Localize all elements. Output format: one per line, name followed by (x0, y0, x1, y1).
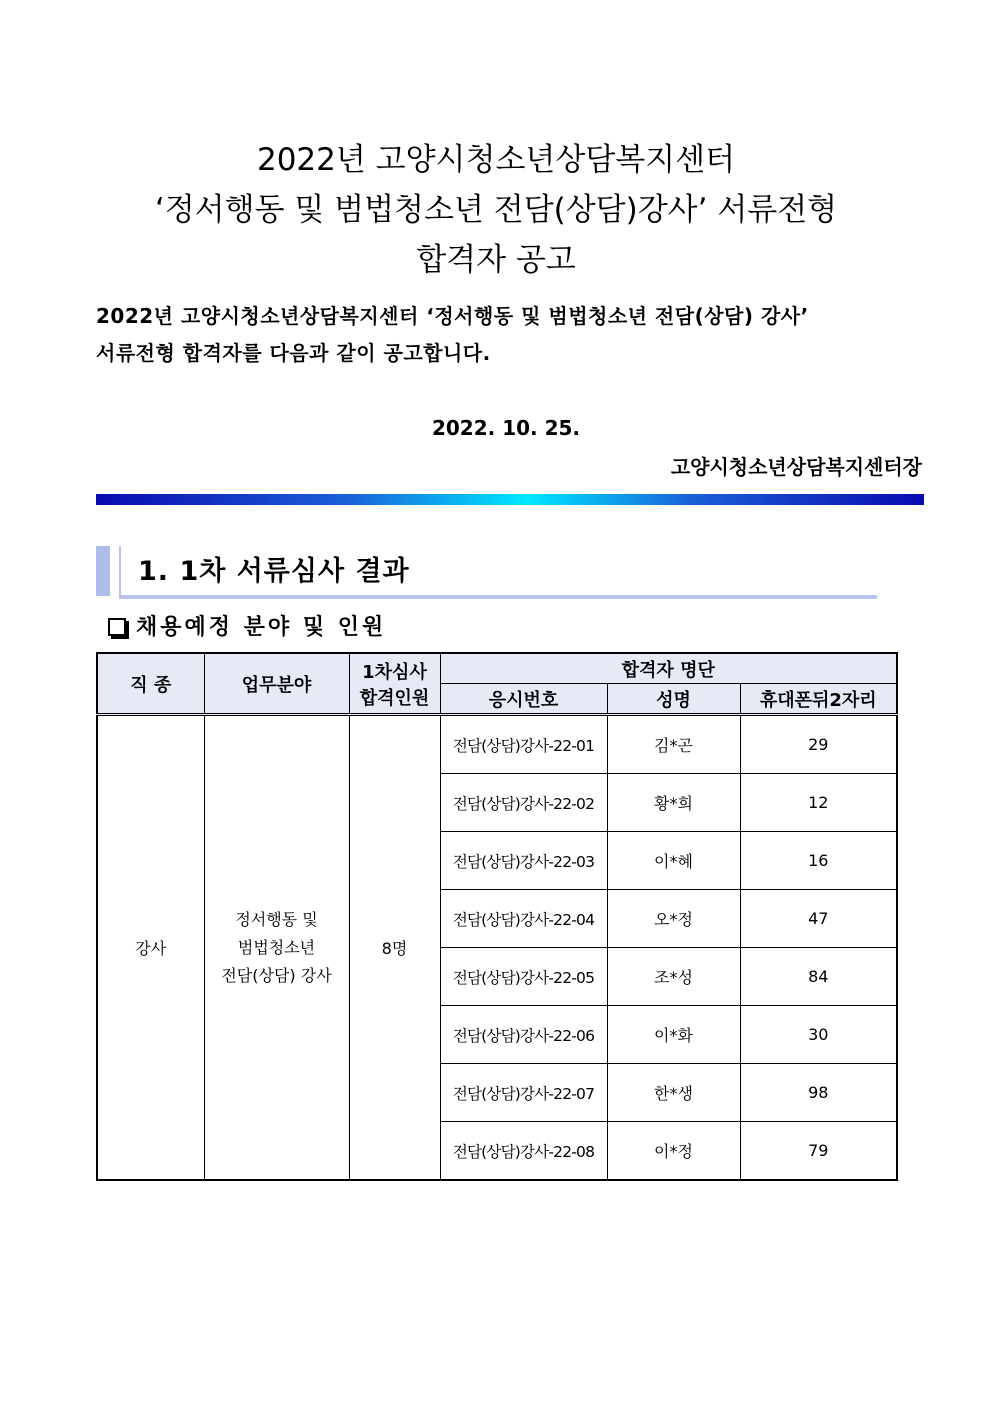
cell-exam-number: 전담(상담)강사-22-08 (440, 1122, 607, 1181)
table-row (97, 715, 897, 774)
document-title-line-3: 합격자 공고 (416, 242, 576, 278)
cell-phone-last2: 84 (740, 948, 897, 1006)
cell-name: 오*정 (607, 890, 740, 948)
intro-line-1: 2022년 고양시청소년상담복지센터 ‘정서행동 및 범법청소년 전담(상담) 강사’ (96, 304, 809, 328)
section-vertical-line (119, 546, 121, 596)
header-first-pass-count: 1차심사 합격인원 (349, 653, 440, 715)
header-job-type: 직 종 (97, 653, 204, 715)
cell-first-pass-count: 8명 (349, 715, 440, 1181)
cell-exam-number: 전담(상담)강사-22-07 (440, 1064, 607, 1122)
header-name: 성명 (607, 684, 740, 715)
document-title-line-1: 2022년 고양시청소년상담복지센터 (256, 142, 736, 178)
header-field: 업무분야 (204, 653, 349, 715)
cell-exam-number: 전담(상담)강사-22-06 (440, 1006, 607, 1064)
checkbox-bullet-icon (108, 618, 126, 636)
gradient-divider (96, 494, 924, 505)
issuing-organization: 고양시청소년상담복지센터장 (670, 455, 922, 479)
header-phone-last2: 휴대폰뒤2자리 (740, 684, 897, 715)
cell-exam-number: 전담(상담)강사-22-01 (440, 715, 607, 774)
cell-phone-last2: 29 (740, 715, 897, 774)
cell-exam-number: 전담(상담)강사-22-05 (440, 948, 607, 1006)
cell-phone-last2: 12 (740, 774, 897, 832)
header-passers: 합격자 명단 (440, 653, 897, 684)
cell-phone-last2: 30 (740, 1006, 897, 1064)
cell-exam-number: 전담(상담)강사-22-04 (440, 890, 607, 948)
intro-line-2: 서류전형 합격자를 다음과 같이 공고합니다. (96, 341, 491, 365)
results-table (96, 652, 898, 1181)
cell-job-type: 강사 (97, 715, 204, 1181)
section-accent-bar (96, 546, 110, 596)
cell-name: 이*혜 (607, 832, 740, 890)
cell-phone-last2: 16 (740, 832, 897, 890)
cell-name: 김*곤 (607, 715, 740, 774)
cell-name: 황*희 (607, 774, 740, 832)
cell-exam-number: 전담(상담)강사-22-02 (440, 774, 607, 832)
header-exam-number: 응시번호 (440, 684, 607, 715)
section-underline (119, 595, 877, 599)
document-title-line-2: ‘정서행동 및 범법청소년 전담(상담)강사’ 서류전형 (154, 192, 838, 228)
cell-phone-last2: 98 (740, 1064, 897, 1122)
cell-phone-last2: 47 (740, 890, 897, 948)
cell-name: 조*성 (607, 948, 740, 1006)
cell-field: 정서행동 및 범법청소년 전담(상담) 강사 (204, 715, 349, 1181)
subsection-title: 채용예정 분야 및 인원 (136, 615, 387, 640)
section-title: 1. 1차 서류심사 결과 (138, 556, 410, 587)
cell-exam-number: 전담(상담)강사-22-03 (440, 832, 607, 890)
cell-name: 이*화 (607, 1006, 740, 1064)
cell-phone-last2: 79 (740, 1122, 897, 1181)
cell-name: 한*생 (607, 1064, 740, 1122)
subsection-heading (108, 610, 386, 646)
cell-name: 이*정 (607, 1122, 740, 1181)
announcement-date: 2022. 10. 25. (431, 416, 581, 440)
